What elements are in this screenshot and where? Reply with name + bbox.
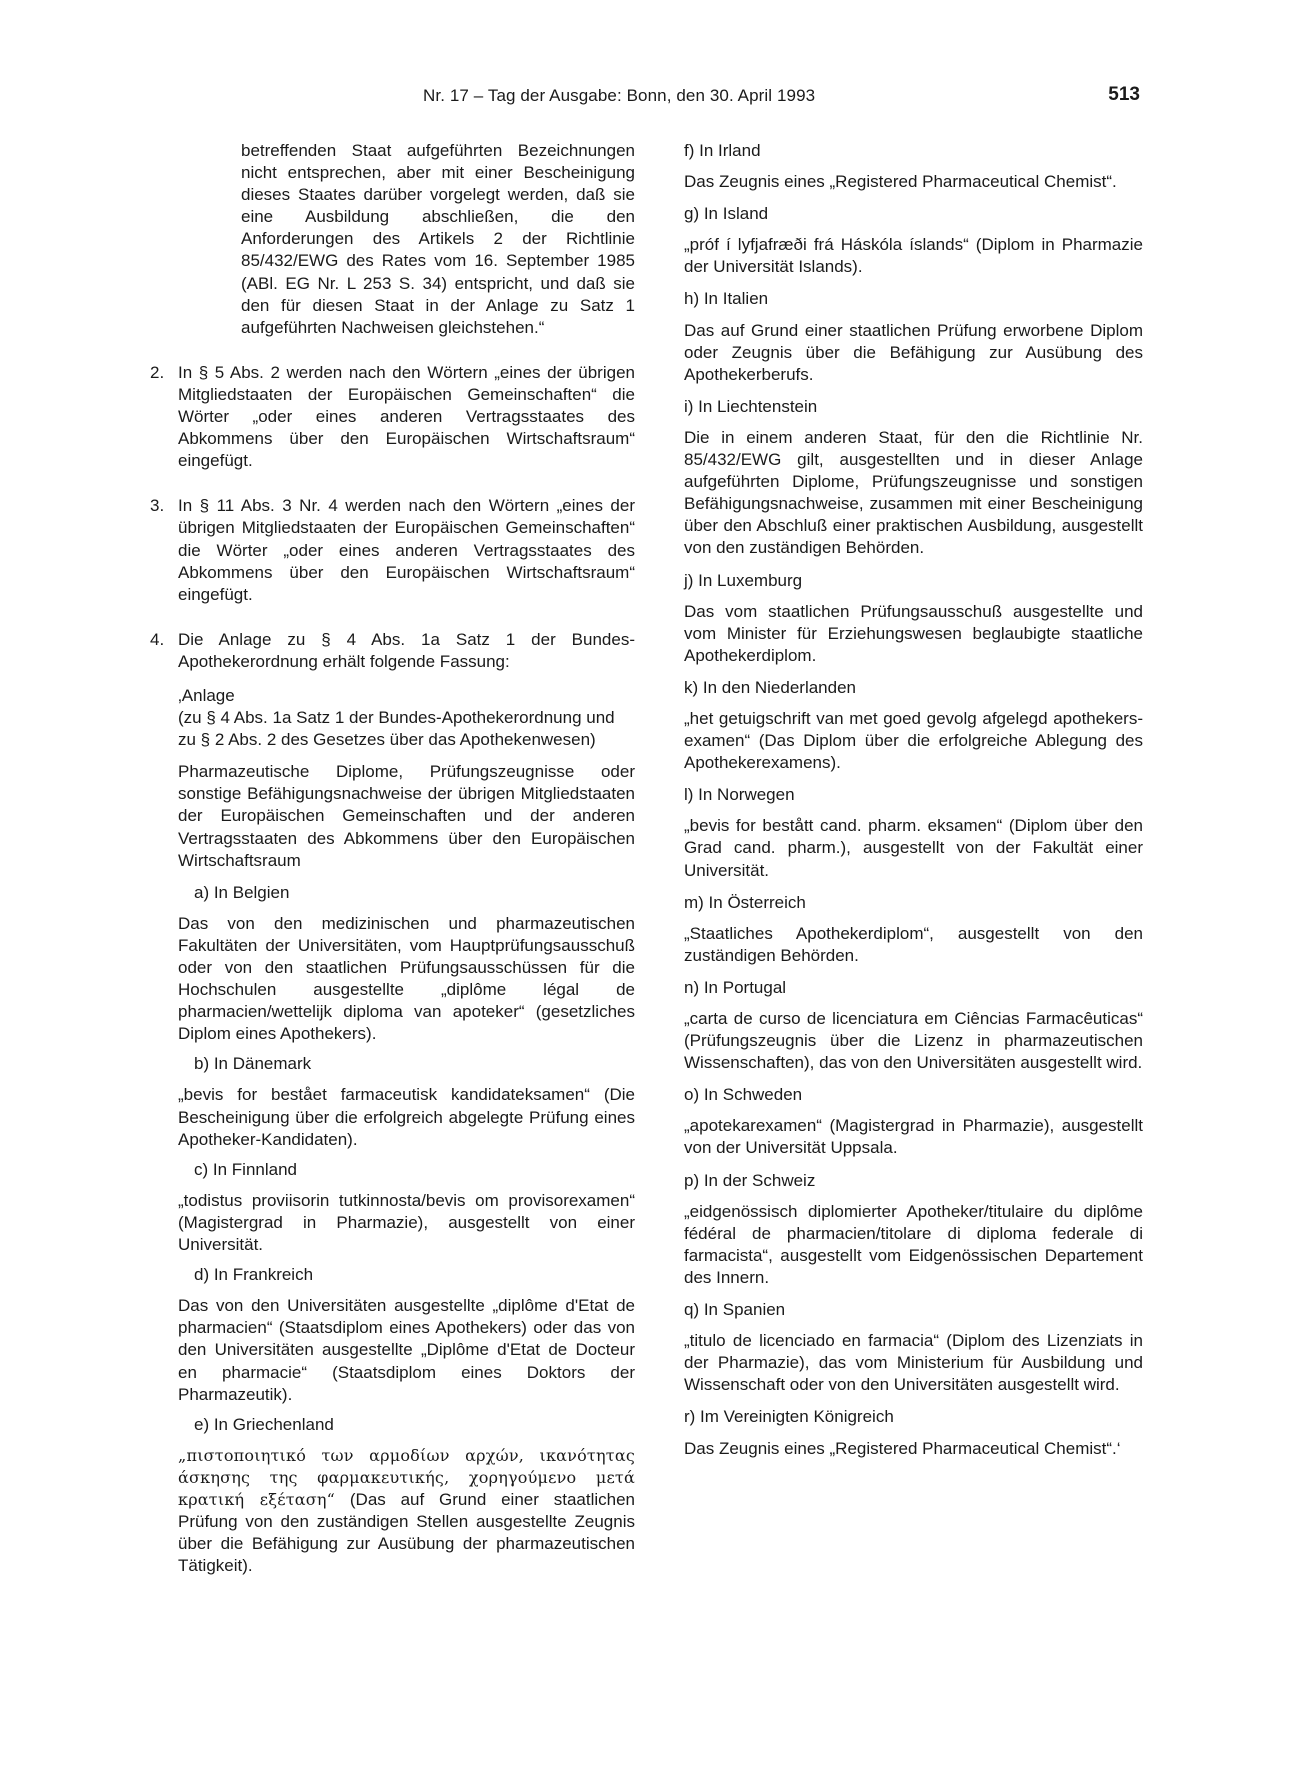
country-text: Das auf Grund einer staatlichen Prüfung erworbene Diplom oder Zeugnis über die Befähigung zur Ausübung des Apothekerberufs. bbox=[684, 320, 1143, 384]
country-heading: a) In Belgien bbox=[194, 882, 290, 902]
right-column bbox=[684, 140, 1143, 1470]
country-entry-frankreich bbox=[178, 1264, 635, 1406]
list-item-3 bbox=[150, 495, 635, 605]
item-number: 4. bbox=[150, 629, 165, 649]
country-heading: i) In Liechtenstein bbox=[684, 396, 818, 416]
item-text: In § 11 Abs. 3 Nr. 4 werden nach den Wörtern „eines der übrigen Mitgliedstaaten der Europäischen Gemeinschaften“ die Wörter „oder eines anderen Vertragsstaates des Abkommens über den Europäischen Wirtschaftsraum“ eingefügt. bbox=[178, 496, 635, 604]
country-heading: c) In Finnland bbox=[194, 1159, 297, 1179]
country-entry-luxemburg bbox=[684, 570, 1143, 667]
country-text: „bevis for bestått cand. pharm. eksamen“ (Diplom über den Grad cand. pharm.), ausgestellt von der Fakultät einer Universität. bbox=[684, 816, 1143, 880]
country-text: „Staatliches Apothekerdiplom“, ausgestellt von den zuständigen Behörden. bbox=[684, 923, 1143, 965]
country-text: Das von den medizinischen und pharmazeutischen Fakultäten der Universitäten, vom Hauptprüfungsausschuß oder von den staatlichen Prüfungsausschüssen für die Hochschulen ausgestellte „diplôme légal de pharmacien/wettelijk diploma van apoteker“ (gesetzliches Diplom eines Apothekers). bbox=[178, 913, 635, 1044]
country-heading: q) In Spanien bbox=[684, 1300, 786, 1320]
country-entry-griechenland bbox=[178, 1414, 635, 1578]
country-heading: e) In Griechenland bbox=[194, 1414, 334, 1434]
country-entry-irland bbox=[684, 140, 1143, 193]
country-text: „todistus proviisorin tutkinnosta/bevis om provisorexamen“ (Magistergrad in Pharmazie), ausgestellt von einer Universität. bbox=[178, 1190, 635, 1255]
country-heading: h) In Italien bbox=[684, 289, 769, 309]
country-heading: p) In der Schweiz bbox=[684, 1170, 816, 1190]
page-header bbox=[150, 86, 1140, 112]
country-text: „apotekarexamen“ (Magistergrad in Pharmazie), ausgestellt von der Universität Uppsala. bbox=[684, 1116, 1143, 1158]
header-title: Nr. 17 – Tag der Ausgabe: Bonn, den 30. April 1993 bbox=[423, 86, 816, 105]
country-entry-daenemark bbox=[178, 1053, 635, 1150]
country-text: „próf í lyfjafræði frá Háskóla íslands“ (Diplom in Pharmazie der Universität Islands). bbox=[684, 235, 1143, 277]
country-entry-norwegen bbox=[684, 784, 1143, 881]
country-heading: k) In den Niederlanden bbox=[684, 677, 857, 697]
country-text: „bevis for bestået farmaceutisk kandidateksamen“ (Die Bescheinigung über die erfolgreich abgelegte Prüfung eines Apotheker-Kandidaten). bbox=[178, 1085, 635, 1149]
country-heading: n) In Portugal bbox=[684, 977, 787, 997]
country-entry-spanien bbox=[684, 1299, 1143, 1396]
country-entry-portugal bbox=[684, 977, 1143, 1074]
country-entry-schweden bbox=[684, 1084, 1143, 1159]
country-entry-oesterreich bbox=[684, 892, 1143, 967]
country-entry-belgien bbox=[178, 882, 635, 1046]
country-text: „titulo de licenciado en farmacia“ (Diplom des Lizenziats in der Pharmazie), das vom Ministerium für Ausbildung und Wissenschaft oder von den Universitäten ausgestellt wird. bbox=[684, 1331, 1143, 1395]
page-number: 513 bbox=[1108, 84, 1140, 105]
list-item-4 bbox=[150, 629, 635, 1578]
anlage-reference: (zu § 4 Abs. 1a Satz 1 der Bundes-Apothekerordnung und zu § 2 Abs. 2 des Gesetzes über das Apothekenwesen) bbox=[178, 708, 615, 750]
country-entry-vereinigtes-koenigreich bbox=[684, 1406, 1143, 1459]
anlage-heading: Pharmazeutische Diplome, Prüfungszeugnisse oder sonstige Befähigungsnachweise der übrigen Mitgliedstaaten der Europäischen Gemeinschaften und der anderen Vertragsstaaten des Abkommens über den Europäischen Wirtschaftsraum bbox=[178, 762, 635, 870]
country-heading: j) In Luxemburg bbox=[684, 570, 803, 590]
item-number: 3. bbox=[150, 496, 165, 516]
country-text: Das Zeugnis eines „Registered Pharmaceutical Chemist“.‘ bbox=[684, 1438, 1121, 1458]
country-heading: o) In Schweden bbox=[684, 1085, 803, 1105]
country-entry-liechtenstein bbox=[684, 396, 1143, 560]
country-entry-italien bbox=[684, 288, 1143, 385]
item-text: In § 5 Abs. 2 werden nach den Wörtern „eines der übrigen Mitgliedstaaten der Europäischen Gemeinschaften“ die Wörter „oder eines anderen Vertragsstaates des Abkommens über den Europäischen Wirtschaftsraum“ eingefügt. bbox=[178, 362, 635, 471]
item-number: 2. bbox=[150, 362, 165, 382]
country-text: Das Zeugnis eines „Registered Pharmaceutical Chemist“. bbox=[684, 172, 1117, 192]
country-heading: g) In Island bbox=[684, 204, 769, 224]
country-text bbox=[178, 1445, 635, 1578]
country-text: Das vom staatlichen Prüfungsausschuß ausgestellte und vom Minister für Erziehungswesen beglaubigte staatliche Apothekerdiplom. bbox=[684, 601, 1143, 665]
item-text: Die Anlage zu § 4 Abs. 1a Satz 1 der Bundes-Apothekerordnung erhält folgende Fassung: bbox=[178, 629, 635, 671]
country-entry-island bbox=[684, 203, 1143, 278]
country-text: Die in einem anderen Staat, für den die Richtlinie Nr. 85/432/EWG gilt, ausgestellten und in dieser Anlage aufgeführten Diplome, Prüfungszeugnisse und sonstigen Befähigungsnachweise, zusammen mit einer Bescheinigung über den Abschluß einer praktischen Ausbildung, ausgestellt von den zuständigen Behörden. bbox=[684, 427, 1143, 558]
country-entry-niederlande bbox=[684, 677, 1143, 774]
country-heading: m) In Österreich bbox=[684, 892, 806, 912]
country-text: „het getuigschrift van met goed gevolg afgelegd apothekers-examen“ (Das Diplom über die erfolgreiche Ablegung des Apothekerexamens). bbox=[684, 708, 1143, 773]
country-text: „eidgenössisch diplomierter Apotheker/titulaire du diplôme fédéral de pharmacien/titolare di diploma federale di farmacista“, ausgestellt vom Eidgenössischen Departement des Innern. bbox=[684, 1201, 1143, 1287]
country-heading: r) Im Vereinigten Königreich bbox=[684, 1407, 894, 1427]
country-entry-finnland bbox=[178, 1159, 635, 1256]
country-text: Das von den Universitäten ausgestellte „diplôme d'Etat de pharmacien“ (Staatsdiplom eines Apothekers) oder das von den Universitäten ausgestellte „Diplôme d'Etat de Docteur en pharmacie“ (Staatsdiplom eines Doktors der Pharmazeutik). bbox=[178, 1296, 635, 1404]
anlage-title: ‚Anlage bbox=[178, 685, 235, 705]
country-text: „carta de curso de licenciatura em Ciências Farmacêuticas“ (Prüfungszeugnis über die Lizenz in pharmazeutischen Wissenschaften), das von den Universitäten ausgestellt wird. bbox=[684, 1009, 1143, 1073]
greek-translation: (Das auf Grund einer staatlichen Prüfung von den zuständigen Stellen ausgestellte Zeugnis über die Befähigung zur Ausübung der pharmazeutischen Tätigkeit). bbox=[178, 1489, 635, 1576]
list-item-2 bbox=[150, 362, 635, 472]
country-heading: b) In Dänemark bbox=[194, 1054, 312, 1074]
country-heading: l) In Norwegen bbox=[684, 785, 795, 805]
country-heading: d) In Frankreich bbox=[194, 1265, 314, 1285]
greek-diploma-name: „πιστοποιητικό των αρμοδίων αρχών, ικανότητας άσκησης της φαρμακευτικής, χορηγούμενο μετά κρατική εξέταση“ bbox=[178, 1445, 635, 1509]
left-column bbox=[150, 140, 635, 1585]
country-entry-schweiz bbox=[684, 1170, 1143, 1289]
continuation-paragraph: betreffenden Staat aufgeführten Bezeichnungen nicht entsprechen, aber mit einer Bescheinigung dieses Staates darüber vorgelegt werden, daß sie eine Ausbildung abschließen, die den Anforderungen des Artikels 2 der Richtlinie 85/432/EWG des Rates vom 16. September 1985 (ABl. EG Nr. L 253 S. 34) entspricht, und daß sie den für diesen Staat in der Anlage zu Satz 1 aufgeführten Nachweisen gleichstehen.“ bbox=[241, 141, 635, 337]
country-heading: f) In Irland bbox=[684, 141, 761, 160]
